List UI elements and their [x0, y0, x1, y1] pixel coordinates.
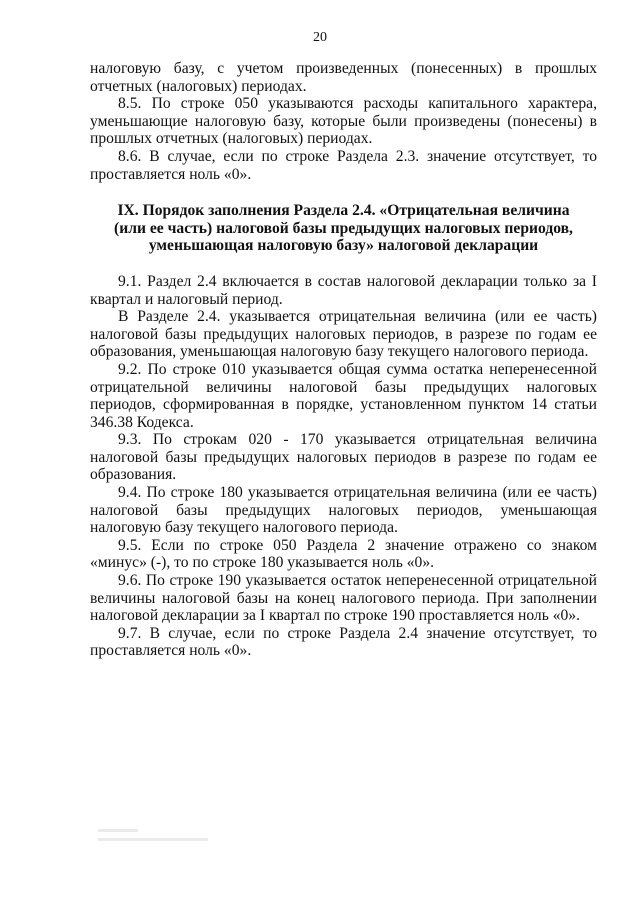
- document-body: [90, 60, 597, 660]
- paragraph-8-5: 8.5. По строке 050 указываются расходы капитального характера, уменьшающие налоговую базу, которые были произведены (понесены) в прошлых отчетных (налоговых) периодах.: [90, 95, 597, 148]
- paragraph-9-6: 9.6. По строке 190 указывается остаток неперенесенной отрицательной величины налоговой базы на конец налогового периода. При заполнении налоговой декларации за I квартал по строке 190 проставляется ноль «0».: [90, 572, 597, 625]
- paragraph-9-1-b: В Разделе 2.4. указывается отрицательная величина (или ее часть) налоговой базы предыдущих налоговых периодов, в разрезе по годам ее образования, уменьшающая налоговую базу текущего налогового периода.: [90, 308, 597, 361]
- paragraph-9-4: 9.4. По строке 180 указывается отрицательная величина (или ее часть) налоговой базы предыдущих налоговых периодов, уменьшающая налоговую базу текущего налогового периода.: [90, 484, 597, 537]
- page-number: 20: [313, 30, 327, 45]
- paragraph-8-6: 8.6. В случае, если по строке Раздела 2.3. значение отсутствует, то проставляется ноль «0».: [90, 147, 597, 183]
- faint-stamp-mark: [98, 829, 208, 859]
- paragraph-9-5: 9.5. Если по строке 050 Раздела 2 значение отражено со знаком «минус» (-), то по строке 180 указывается ноль «0».: [90, 536, 597, 572]
- paragraph-continuation: налоговую базу, с учетом произведенных (понесенных) в прошлых отчетных (налоговых) периодах.: [90, 60, 597, 95]
- paragraph-9-1: 9.1. Раздел 2.4 включается в состав налоговой декларации только за I квартал и налоговый период.: [90, 272, 597, 308]
- paragraph-9-3: 9.3. По строкам 020 - 170 указывается отрицательная величина налоговой базы предыдущих налоговых периодов в разрезе по годам ее образования.: [90, 431, 597, 484]
- paragraph-9-2: 9.2. По строке 010 указывается общая сумма остатка неперенесенной отрицательной величины налоговой базы предыдущих налоговых периодов, сформированная в порядке, установленном пунктом 14 статьи 346.38 Кодекса.: [90, 360, 597, 431]
- paragraph-9-7: 9.7. В случае, если по строке Раздела 2.4 значение отсутствует, то проставляется ноль «0».: [90, 624, 597, 660]
- section-heading: IX. Порядок заполнения Раздела 2.4. «Отрицательная величина (или ее часть) налоговой базы предыдущих налоговых периодов, уменьшающая налоговую базу» налоговой декларации: [114, 202, 573, 255]
